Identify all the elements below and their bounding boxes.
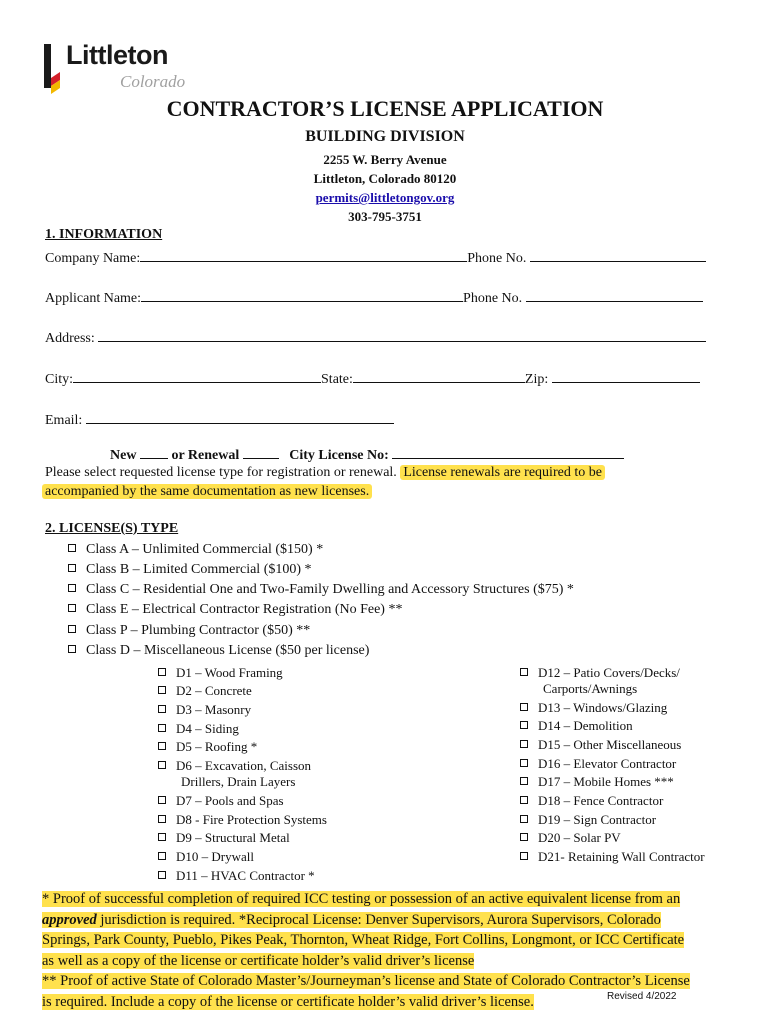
company-name-row [45,249,706,267]
d15-item[interactable] [520,737,681,753]
checkbox[interactable] [158,871,166,879]
license-class-p-label: Class P – Plumbing Contractor ($50) ** [86,623,311,638]
d5-item[interactable] [158,739,257,755]
renewal-note-line1 [45,465,605,481]
checkbox[interactable] [158,724,166,732]
checkbox[interactable] [68,564,76,572]
d12-item[interactable] [520,665,680,681]
d9-item[interactable] [158,830,290,846]
footnote-line: Springs, Park County, Pueblo, Pikes Peak, Thornton, Wheat Ridge, Fort Collins, Longmont, or ICC Certificate [42,932,685,948]
d6-label: D6 – Excavation, Caisson [176,758,312,773]
d4-item[interactable] [158,721,239,737]
company-name-field[interactable] [140,249,467,262]
checkbox[interactable] [520,703,528,711]
d21-label: D21- Retaining Wall Contractor [538,849,705,864]
renewal-note-highlight-1: License renewals are required to be [400,465,605,480]
d10-item[interactable] [158,849,254,865]
d16-item[interactable] [520,756,676,772]
license-class-d-label: Class D – Miscellaneous License ($50 per license) [86,643,370,658]
section-information-heading: 1. INFORMATION [45,227,163,242]
checkbox[interactable] [520,668,528,676]
new-label: New [110,448,137,463]
logo-mark [44,44,60,94]
d19-label: D19 – Sign Contractor [538,812,657,827]
street-address: 2255 W. Berry Avenue [323,152,447,167]
license-class-b-label: Class B – Limited Commercial ($100) * [86,562,312,577]
email-field[interactable] [86,411,394,424]
checkbox[interactable] [520,833,528,841]
checkbox[interactable] [158,761,166,769]
applicant-phone-field[interactable] [526,289,703,302]
d4-label: D4 – Siding [176,721,239,736]
d8-item[interactable] [158,812,327,828]
checkbox[interactable] [520,852,528,860]
logo-wordmark: Littleton [66,40,168,70]
d11-label: D11 – HVAC Contractor * [176,868,315,883]
d2-item[interactable] [158,683,252,699]
footnote-line: jurisdiction is required. *Reciprocal License: Denver Supervisors, Aurora Supervisors, Colorado [96,911,661,928]
d2-label: D2 – Concrete [176,683,252,698]
d11-item[interactable] [158,868,315,884]
renewal-label: or Renewal [171,448,240,463]
city-license-label: City License No: [289,448,389,463]
renewal-field[interactable] [243,446,279,459]
zip-label: Zip: [524,372,549,387]
footnote-line: as well as a copy of the license or certificate holder’s valid driver’s license [42,952,475,969]
revised-date: Revised 4/2022 [607,991,677,1002]
license-class-b[interactable] [68,562,312,578]
checkbox[interactable] [520,721,528,729]
renewal-note-line2 [42,484,372,500]
license-class-e[interactable] [68,602,402,618]
zip-field[interactable] [552,370,700,383]
division-title: BUILDING DIVISION [305,128,465,145]
checkbox[interactable] [158,852,166,860]
company-name-label: Company Name: [45,251,141,266]
page-title: CONTRACTOR’S LICENSE APPLICATION [166,96,604,121]
d3-item[interactable] [158,702,251,718]
d6-label-cont: Drillers, Drain Layers [181,774,296,789]
d5-label: D5 – Roofing * [176,739,258,754]
checkbox[interactable] [520,777,528,785]
d13-label: D13 – Windows/Glazing [538,700,668,715]
address-field[interactable] [98,329,706,342]
license-class-e-label: Class E – Electrical Contractor Registration (No Fee) ** [86,602,403,617]
d9-label: D9 – Structural Metal [176,830,290,845]
applicant-phone-label: Phone No. [463,291,523,306]
email-row [45,411,394,429]
d18-label: D18 – Fence Contractor [538,793,664,808]
checkbox[interactable] [68,625,76,633]
checkbox[interactable] [158,686,166,694]
d10-label: D10 – Drywall [176,849,254,864]
checkbox[interactable] [520,759,528,767]
d20-item[interactable] [520,830,621,846]
d12-label: D12 – Patio Covers/Decks/ [538,665,680,680]
state-label: State: [321,372,353,387]
checkbox[interactable] [68,584,76,592]
d16-label: D16 – Elevator Contractor [538,756,677,771]
city-license-field[interactable] [392,446,624,459]
d14-label: D14 – Demolition [538,718,633,733]
logo-subtitle: Colorado [120,72,186,91]
checkbox[interactable] [158,742,166,750]
d17-label: D17 – Mobile Homes *** [538,774,674,789]
license-class-c[interactable] [68,582,574,598]
section-license-type-heading: 2. LICENSE(S) TYPE [45,521,179,536]
footnote-line: * Proof of successful completion of required ICC testing or possession of an active equivalent license from an [42,891,681,907]
license-class-p[interactable] [68,623,310,639]
license-status-row [110,446,624,464]
city-state-zip-row [45,370,700,388]
d8-label: D8 - Fire Protection Systems [176,812,327,827]
address-label: Address: [45,331,95,346]
address-row [45,329,706,347]
d1-item[interactable] [158,665,283,681]
d15-label: D15 – Other Miscellaneous [538,737,682,752]
applicant-name-label: Applicant Name: [45,291,142,306]
checkbox[interactable] [520,796,528,804]
license-class-a[interactable] [68,542,323,558]
company-phone-field[interactable] [530,249,706,262]
d6-item[interactable] [158,758,311,774]
checkbox[interactable] [520,740,528,748]
footnote-approved: approved [42,911,97,928]
d7-label: D7 – Pools and Spas [176,793,284,808]
license-class-d[interactable] [68,643,369,659]
city-address: Littleton, Colorado 80120 [313,171,457,186]
footnote-line: ** Proof of active State of Colorado Master’s/Journeyman’s license and State of Colorado Contractor’s License [42,973,690,989]
checkbox[interactable] [158,833,166,841]
d13-item[interactable] [520,700,667,716]
permits-email-link[interactable]: permits@littletongov.org [315,190,455,205]
d1-label: D1 – Wood Framing [176,665,283,680]
checkbox[interactable] [520,815,528,823]
d21-item[interactable] [520,849,705,865]
d14-item[interactable] [520,718,633,734]
d20-label: D20 – Solar PV [538,830,621,845]
checkbox[interactable] [158,705,166,713]
renewal-note-highlight-2: accompanied by the same documentation as new licenses. [42,484,372,499]
checkbox[interactable] [68,645,76,653]
d3-label: D3 – Masonry [176,702,252,717]
state-field[interactable] [353,370,525,383]
city-field[interactable] [73,370,321,383]
d18-item[interactable] [520,793,663,809]
applicant-name-field[interactable] [141,289,463,302]
applicant-name-row [45,289,703,307]
d19-item[interactable] [520,812,656,828]
license-class-a-label: Class A – Unlimited Commercial ($150) * [86,542,324,557]
footnote-line: is required. Include a copy of the license or certificate holder’s valid driver’s license. [42,993,534,1010]
email-label: Email: [45,413,83,428]
city-label: City: [45,372,74,387]
company-phone-label: Phone No. [467,251,527,266]
d17-item[interactable] [520,774,674,790]
checkbox[interactable] [158,796,166,804]
d12-label-cont: Carports/Awnings [543,681,638,696]
phone-number: 303-795-3751 [348,209,422,224]
checkbox[interactable] [68,604,76,612]
checkbox[interactable] [68,544,76,552]
checkbox[interactable] [158,668,166,676]
license-class-c-label: Class C – Residential One and Two-Family Dwelling and Accessory Structures ($75) * [86,582,574,597]
renewal-note-text: Please select requested license type for registration or renewal. [45,465,397,480]
new-field[interactable] [140,446,168,459]
d7-item[interactable] [158,793,284,809]
checkbox[interactable] [158,815,166,823]
